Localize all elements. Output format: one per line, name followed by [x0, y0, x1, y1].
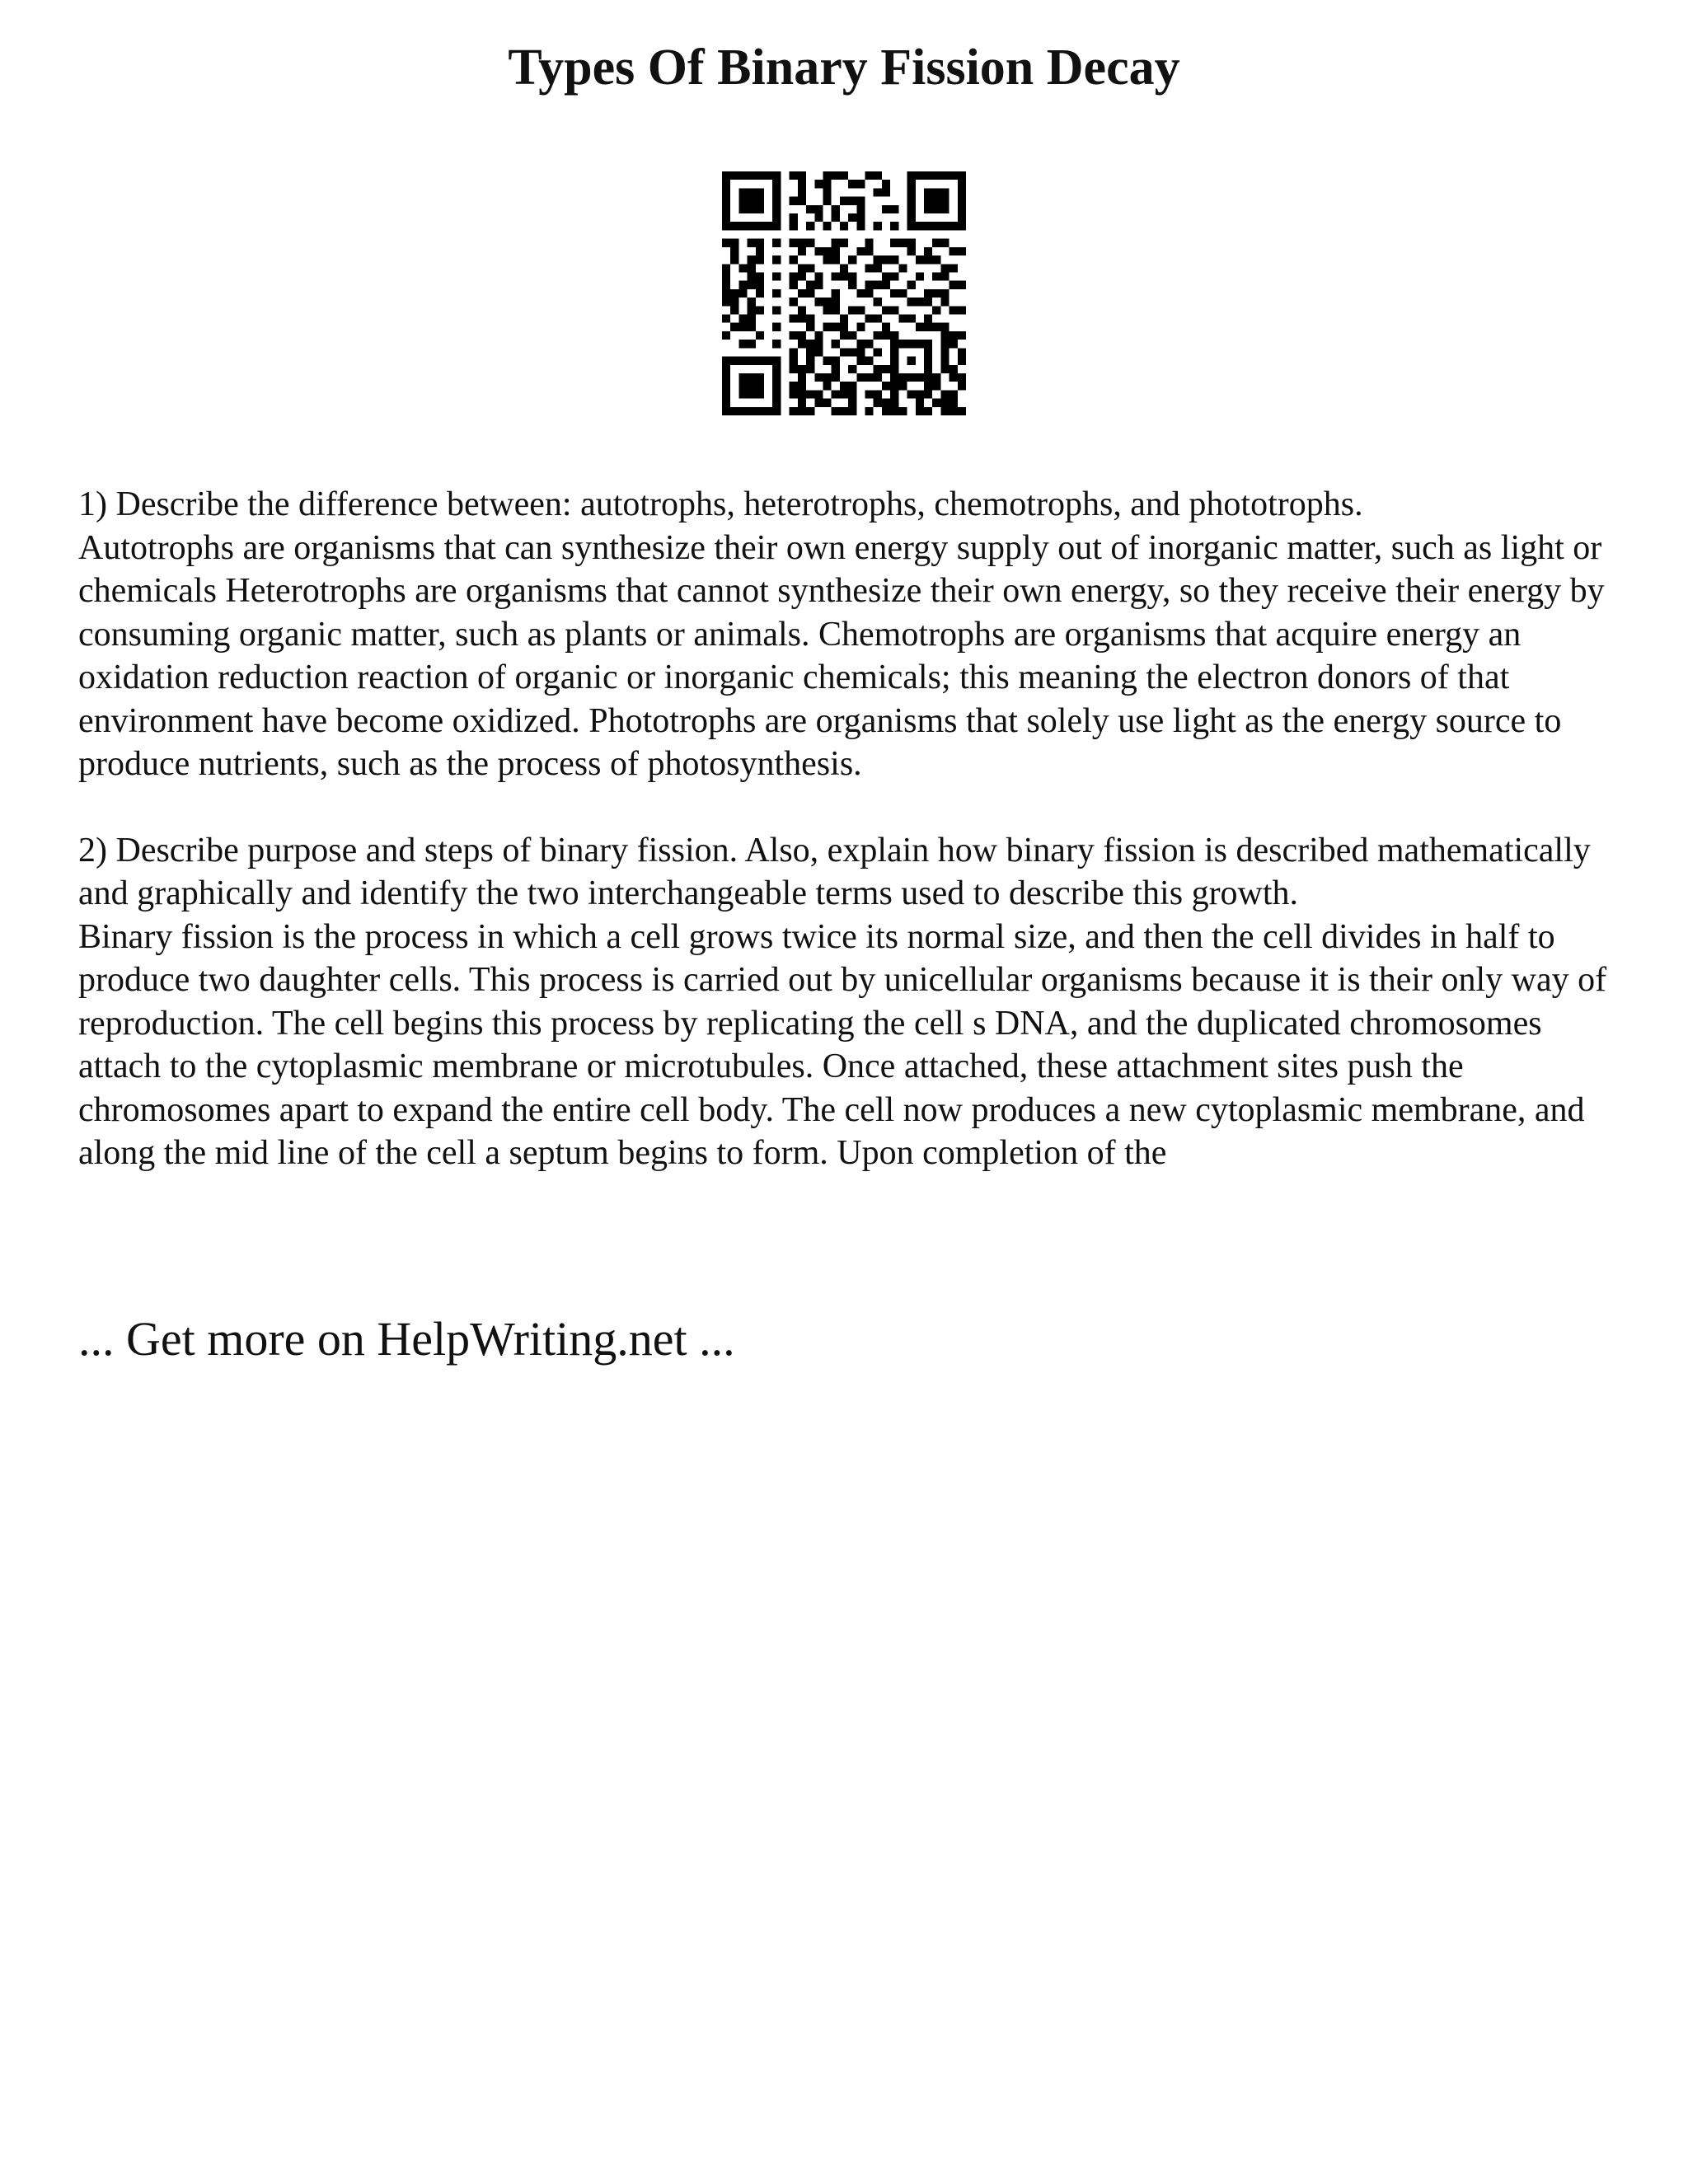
- paragraph-spacer: [78, 786, 1628, 829]
- qr-code-icon: [722, 171, 966, 415]
- document-body: [78, 483, 1628, 1175]
- get-more-link[interactable]: ... Get more on HelpWriting.net ...: [78, 1312, 735, 1366]
- page-title: Types Of Binary Fission Decay: [508, 40, 1180, 96]
- section-1-answer: Autotrophs are organisms that can synthesize their own energy supply out of inorganic matter, such as light or chemicals Heterotrophs are organisms that cannot synthesize their own energy, so they receive their energy by consuming organic matter, such as plants or animals. Chemotrophs are organisms that acquire energy an oxidation reduction reaction of organic or inorganic chemicals; this meaning the electron donors of that environment have become oxidized. Phototrophs are organisms that solely use light as the energy source to produce nutrients, such as the process of photosynthesis.: [78, 528, 1605, 783]
- section-1-question: 1) Describe the difference between: autotrophs, heterotrophs, chemotrophs, and phototrophs.: [78, 485, 1363, 523]
- section-2-answer: Binary fission is the process in which a cell grows twice its normal size, and then the cell divides in half to produce two daughter cells. This process is carried out by unicellular organisms because it is their only way of reproduction. The cell begins this process by replicating the cell s DNA, and the duplicated chromosomes attach to the cytoplasmic membrane or microtubules. Once attached, these attachment sites push the chromosomes apart to expand the entire cell body. The cell now produces a new cytoplasmic membrane, and along the mid line of the cell a septum begins to form. Upon completion of the: [78, 917, 1607, 1172]
- section-2-question: 2) Describe purpose and steps of binary fission. Also, explain how binary fission is described mathematically and graphically and identify the two interchangeable terms used to describe this growth.: [78, 831, 1591, 912]
